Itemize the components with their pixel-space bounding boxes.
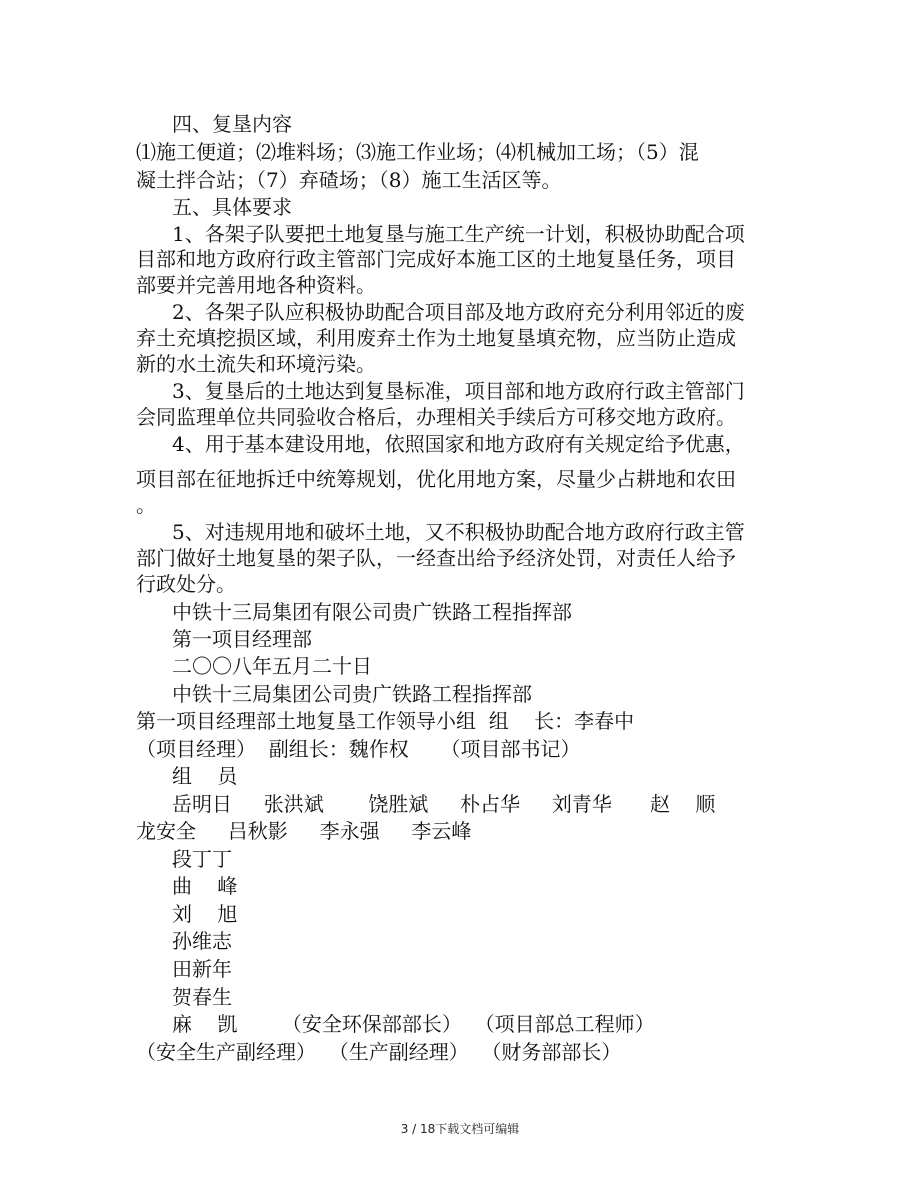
group-deputy-line: （项目经理） 副组长：魏作权 （项目部书记）: [136, 737, 581, 761]
paragraph-line: 3、复垦后的土地达到复垦标准，项目部和地方政府行政主管部门: [172, 379, 745, 403]
member-list-line: 岳明日 张洪斌 饶胜斌 朴占华 刘青华 赵 顺: [172, 792, 716, 816]
paragraph-line: 部要并完善用地各种资料。: [136, 273, 376, 297]
signature-dept: 第一项目经理部: [172, 627, 312, 651]
member-name: 段丁丁: [172, 847, 232, 871]
member-role-line: 麻 凯 （安全环保部部长） （项目部总工程师）: [172, 1012, 655, 1036]
paragraph-line: 会同监理单位共同验收合格后，办理相关手续后方可移交地方政府。: [136, 405, 736, 429]
group-org-heading: 中铁十三局集团公司贵广铁路工程指挥部: [172, 682, 532, 706]
paragraph-line: 部门做好土地复垦的架子队，一经查出给予经济处罚，对责任人给予: [136, 546, 736, 570]
paragraph-line: 5、对违规用地和破坏土地，又不积极协助配合地方政府行政主管: [172, 520, 745, 544]
member-name: 孙维志: [172, 929, 232, 953]
paragraph-line: 。: [136, 493, 156, 517]
paragraph-line: 弃土充填挖损区域，利用废弃土作为土地复垦填充物，应当防止造成: [136, 326, 736, 350]
member-role-line: （安全生产副经理） （生产副经理） （财务部部长）: [136, 1040, 622, 1064]
signature-date: 二〇〇八年五月二十日: [172, 654, 372, 678]
member-name: 曲 峰: [172, 874, 238, 898]
member-list-line: 龙安全 吕秋影 李永强 李云峰: [136, 819, 472, 843]
section-heading-5: 五、具体要求: [172, 195, 292, 219]
paragraph-line: 目部和地方政府行政主管部门完成好本施工区的土地复垦任务，项目: [136, 247, 736, 271]
paragraph-line: 项目部在征地拆迁中统筹规划，优化用地方案，尽量少占耕地和农田: [136, 467, 736, 491]
paragraph-line: 2、各架子队应积极协助配合项目部及地方政府充分利用邻近的废: [172, 300, 745, 324]
paragraph-line: 凝土拌合站；（7）弃碴场；（8）施工生活区等。: [136, 168, 562, 192]
paragraph-line: 新的水土流失和环境污染。: [136, 352, 376, 376]
paragraph-line: 4、用于基本建设用地，依照国家和地方政府有关规定给予优惠，: [172, 432, 745, 456]
member-name: 贺春生: [172, 985, 232, 1009]
page-footer: 3 / 18下载文档可编辑: [400, 1122, 520, 1136]
paragraph-line: 1、各架子队要把土地复垦与施工生产统一计划，积极协助配合项: [172, 222, 745, 246]
signature-org: 中铁十三局集团有限公司贵广铁路工程指挥部: [172, 600, 572, 624]
group-leader-line: 第一项目经理部土地复垦工作领导小组 组 长：李春中: [136, 709, 635, 733]
member-name: 刘 旭: [172, 902, 238, 926]
paragraph-line: 行政处分。: [136, 572, 236, 596]
section-heading-4: 四、复垦内容: [172, 112, 292, 136]
member-name: 田新年: [172, 957, 232, 981]
members-heading: 组 员: [172, 764, 238, 788]
paragraph-line: ⑴施工便道；⑵堆料场；⑶施工作业场；⑷机械加工场；（5）混: [136, 140, 699, 164]
